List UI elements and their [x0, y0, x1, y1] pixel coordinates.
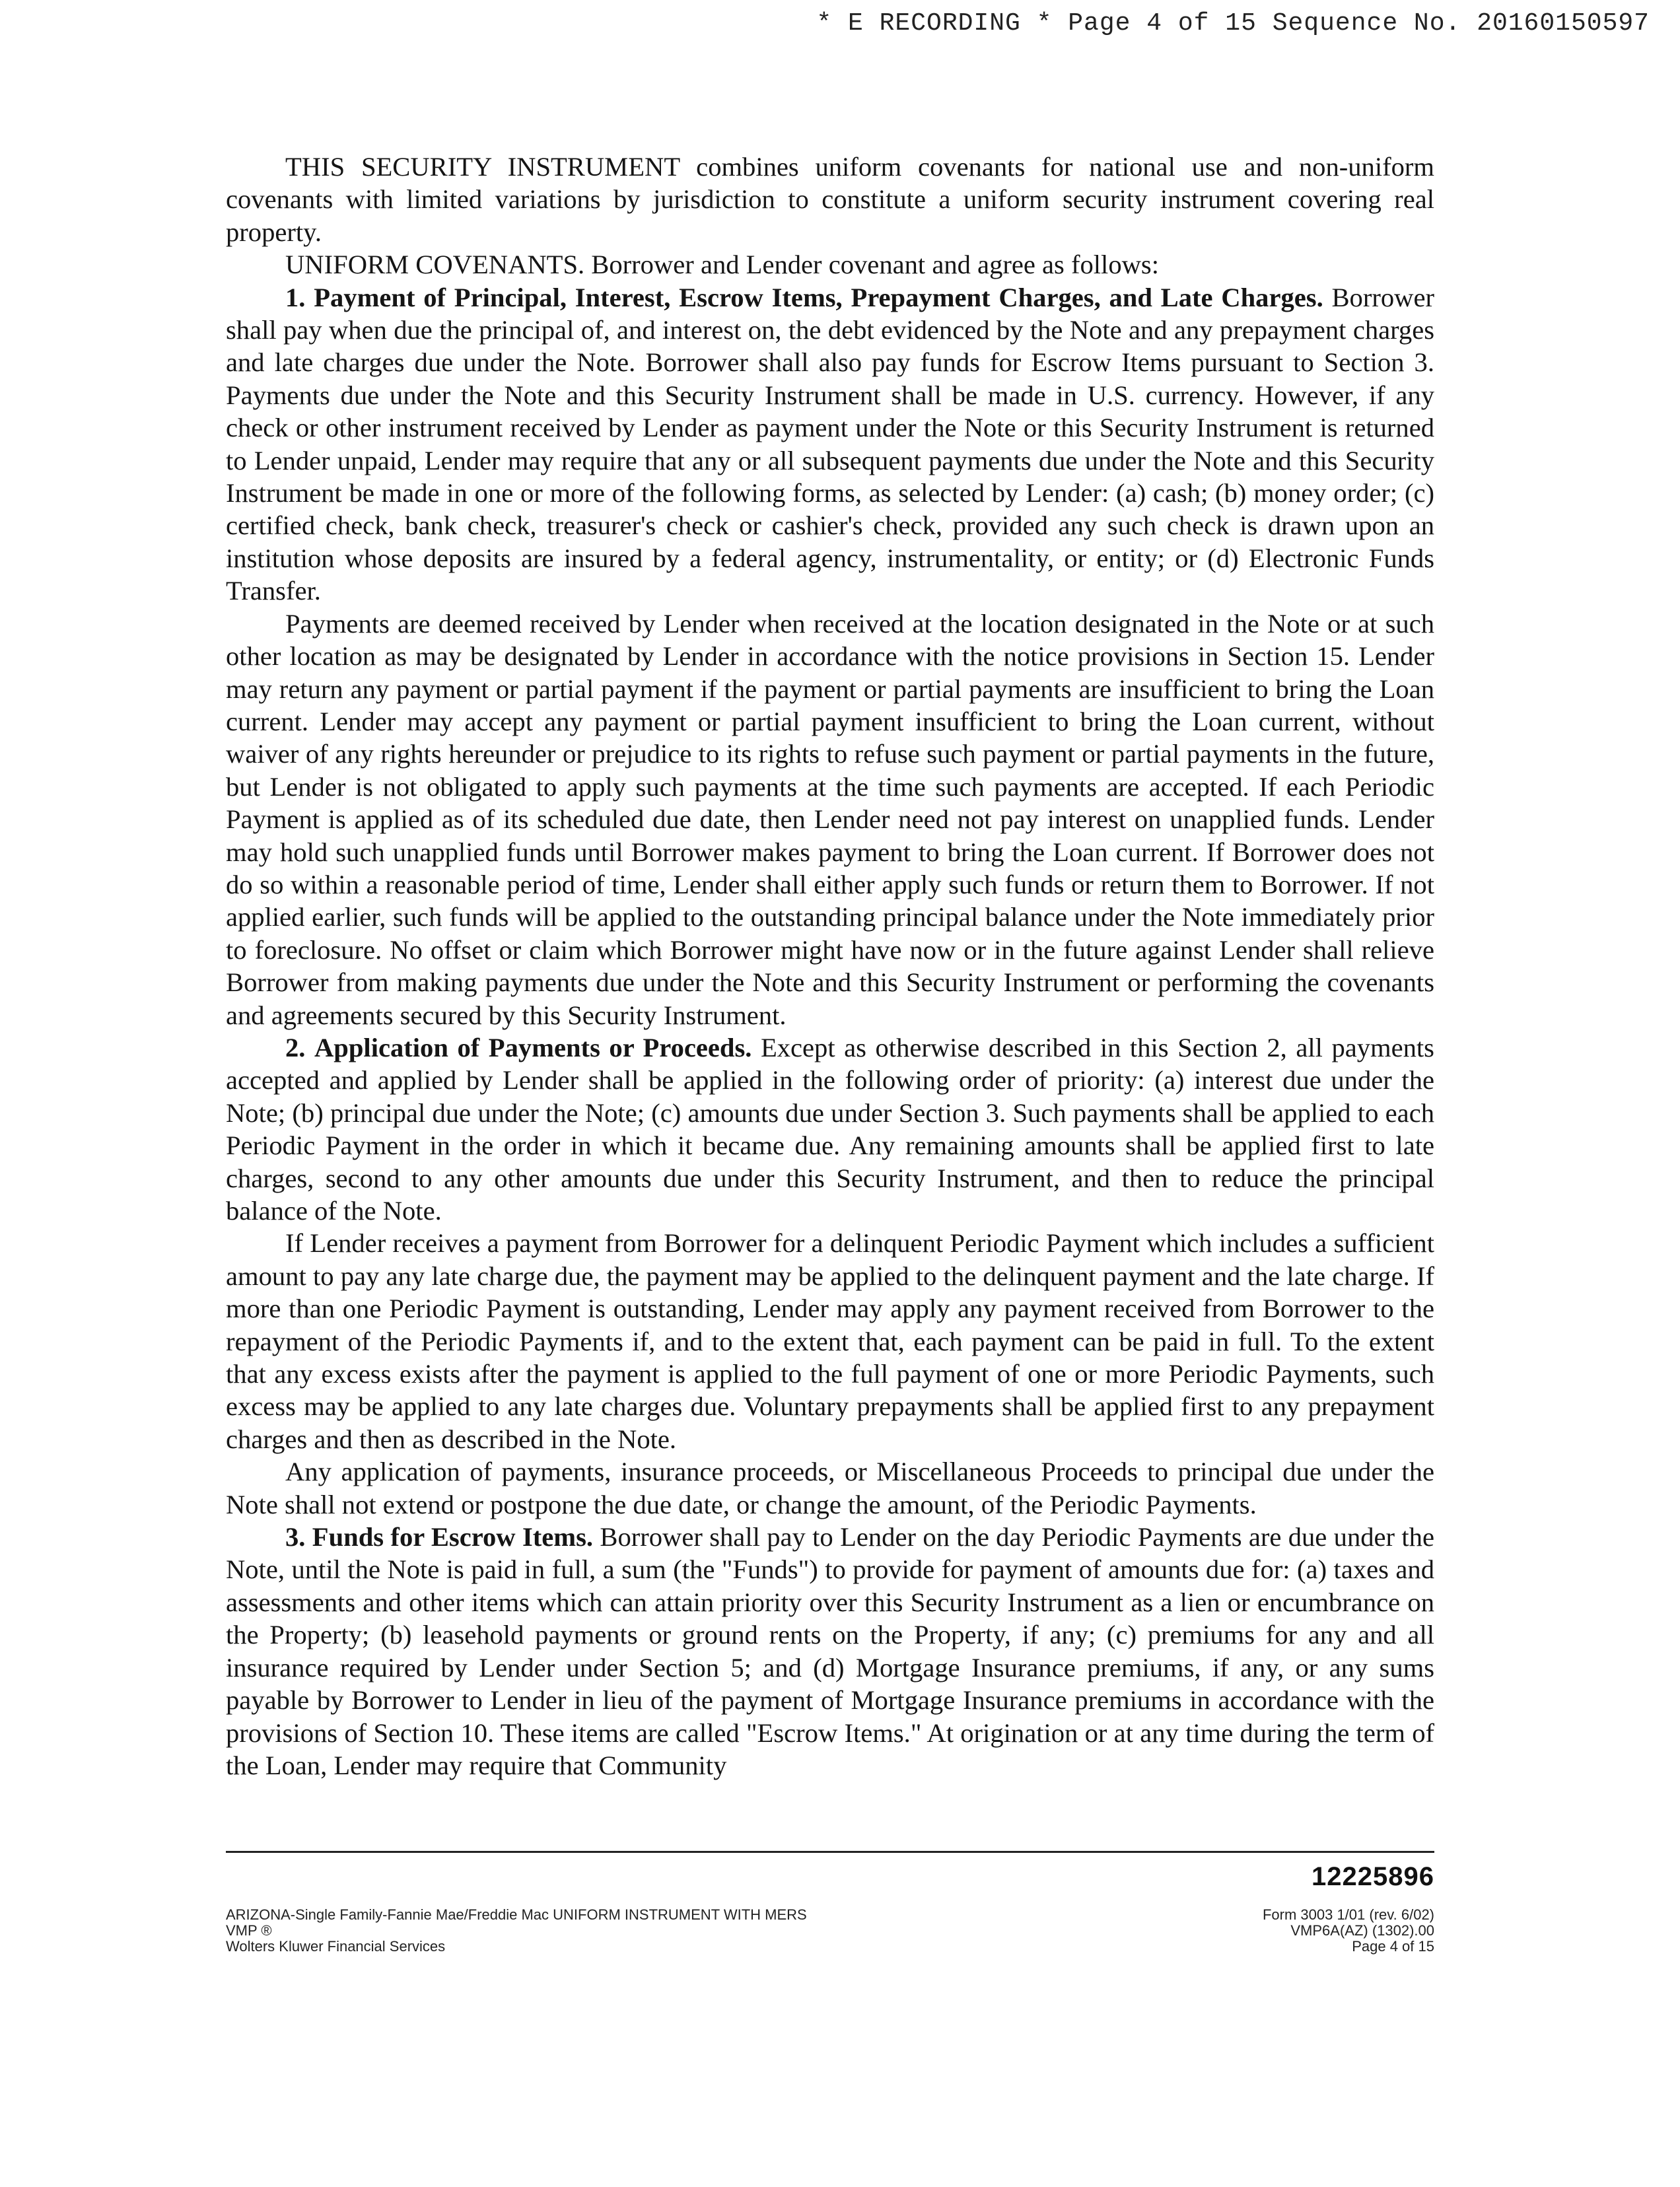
- section-1-text: Borrower shall pay when due the principal of, and interest on, the debt evidenced by the Note and any prepayment charges and late charges due under the Note. Borrower shall also pay funds for Escrow Items pursuant to Section 3. Payments due under the Note and this Security Instrument shall be made in U.S. currency. However, if any check or other instrument received by Lender as payment under the Note or this Security Instrument is returned to Lender unpaid, Lender may require that any or all subsequent payments due under the Note and this Security Instrument be made in one or more of the following forms, as selected by Lender: (a) cash; (b) money order; (c) certified check, bank check, treasurer's check or cashier's check, provided any such check is drawn upon an institution whose deposits are insured by a federal agency, instrumentality, or entity; or (d) Electronic Funds Transfer.: [226, 282, 1434, 606]
- section-1-number: 1.: [285, 282, 306, 312]
- section-2-paragraph: [226, 1031, 1434, 1227]
- vmp-mark: VMP ®: [226, 1922, 272, 1939]
- section-2-paragraph-2: If Lender receives a payment from Borrower for a delinquent Periodic Payment which includes a sufficient amount to pay any late charge due, the payment may be applied to the delinquent payment and the late charge. If more than one Periodic Payment is outstanding, Lender may apply any payment received from Borrower to the repayment of the Periodic Payments if, and to the extent that, each payment can be paid in full. To the extent that any excess exists after the payment is applied to the full payment of one or more Periodic Payments, such excess may be applied to any late charges due. Voluntary prepayments shall be applied first to any prepayment charges and then as described in the Note.: [226, 1228, 1434, 1454]
- page-label: Page 4 of 15: [1352, 1938, 1434, 1955]
- section-3-number: 3.: [285, 1522, 306, 1552]
- section-2-text: Except as otherwise described in this Section 2, all payments accepted and applied by Lender shall be applied in the following order of priority: (a) interest due under the Note; (b) principal due under the Note; (c) amounts due under Section 3. Such payments shall be applied to each Periodic Payment in the order in which it became due. Any remaining amounts shall be applied first to late charges, second to any other amounts due under this Security Instrument, and then to reduce the principal balance of the Note.: [226, 1032, 1434, 1226]
- section-1-paragraph: [226, 281, 1434, 608]
- publisher: Wolters Kluwer Financial Services: [226, 1938, 446, 1955]
- form-number: Form 3003 1/01 (rev. 6/02): [1262, 1906, 1434, 1923]
- footer-left: [226, 1907, 807, 1955]
- section-1-title: Payment of Principal, Interest, Escrow Items, Prepayment Charges, and Late Charges.: [314, 282, 1323, 312]
- form-code: VMP6A(AZ) (1302).00: [1290, 1922, 1434, 1939]
- section-2-title: Application of Payments or Proceeds.: [314, 1032, 752, 1062]
- section-2-paragraph-3: Any application of payments, insurance proceeds, or Miscellaneous Proceeds to principal due under the Note shall not extend or postpone the due date, or change the amount, of the Periodic Payments.: [226, 1457, 1434, 1519]
- footer-right: [1263, 1907, 1434, 1955]
- form-title: ARIZONA-Single Family-Fannie Mae/Freddie Mac UNIFORM INSTRUMENT WITH MERS: [226, 1906, 807, 1923]
- section-2-number: 2.: [285, 1032, 306, 1062]
- recording-stamp: * E RECORDING * Page 4 of 15 Sequence No. 20160150597: [816, 9, 1650, 38]
- uniform-covenants-heading: UNIFORM COVENANTS. Borrower and Lender covenant and agree as follows:: [285, 250, 1159, 280]
- section-3-paragraph: [226, 1521, 1434, 1782]
- document-body: [226, 151, 1434, 1782]
- footer-divider: [226, 1851, 1434, 1853]
- section-3-text: Borrower shall pay to Lender on the day Periodic Payments are due under the Note, until the Note is paid in full, a sum (the "Funds") to provide for payment of amounts due for: (a) taxes and assessments and other items which can attain priority over this Security Instrument as a lien or encumbrance on the Property; (b) leasehold payments or ground rents on the Property, if any; (c) premiums for any and all insurance required by Lender under Section 5; and (d) Mortgage Insurance premiums, if any, or any sums payable by Borrower to Lender in lieu of the payment of Mortgage Insurance premiums in accordance with the provisions of Section 10. These items are called "Escrow Items." At origination or at any time during the term of the Loan, Lender may require that Community: [226, 1522, 1434, 1780]
- loan-number: 12225896: [1312, 1862, 1434, 1891]
- section-3-title: Funds for Escrow Items.: [312, 1522, 594, 1552]
- intro-paragraph: THIS SECURITY INSTRUMENT combines uniform covenants for national use and non-uniform covenants with limited variations by jurisdiction to constitute a uniform security instrument covering real property.: [226, 152, 1434, 247]
- section-1-paragraph-2: Payments are deemed received by Lender when received at the location designated in the Note or at such other location as may be designated by Lender in accordance with the notice provisions in Section 15. Lender may return any payment or partial payment if the payment or partial payments are insufficient to bring the Loan current. Lender may accept any payment or partial payment insufficient to bring the Loan current, without waiver of any rights hereunder or prejudice to its rights to refuse such payment or partial payments in the future, but Lender is not obligated to apply such payments at the time such payments are accepted. If each Periodic Payment is applied as of its scheduled due date, then Lender need not pay interest on unapplied funds. Lender may hold such unapplied funds until Borrower makes payment to bring the Loan current. If Borrower does not do so within a reasonable period of time, Lender shall either apply such funds or return them to Borrower. If not applied earlier, such funds will be applied to the outstanding principal balance under the Note immediately prior to foreclosure. No offset or claim which Borrower might have now or in the future against Lender shall relieve Borrower from making payments due under the Note and this Security Instrument or performing the covenants and agreements secured by this Security Instrument.: [226, 608, 1434, 1030]
